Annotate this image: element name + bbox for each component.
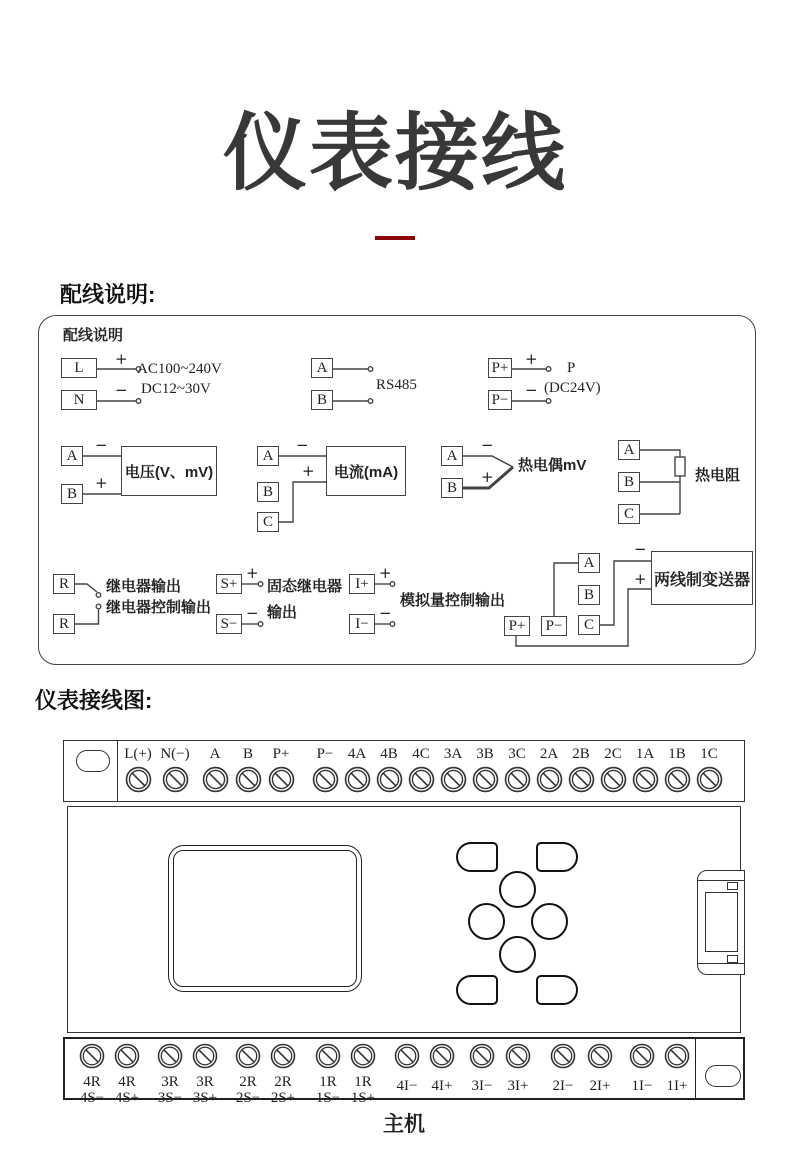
terminal-R2: R — [53, 614, 75, 634]
terminal-label: 1R — [319, 1074, 337, 1090]
screw-terminal-icon — [696, 766, 723, 793]
terminal-A-thermocouple: A — [441, 446, 463, 466]
terminal-L: L — [61, 358, 97, 378]
terminal-label: 3R — [161, 1074, 179, 1090]
bottom-terminal — [260, 1041, 306, 1106]
terminal-label: B — [242, 746, 253, 762]
terminal-sublabel: 4S+ — [114, 1090, 140, 1106]
rtd-wires — [640, 450, 685, 514]
terminal-sublabel: 4S− — [79, 1090, 105, 1106]
wiring-notes-heading: 配线说明: — [60, 282, 156, 307]
analog-out-label: 模拟量控制输出 — [400, 592, 506, 609]
screw-terminal-icon — [270, 1043, 296, 1069]
function-key-bottom-right[interactable] — [536, 975, 578, 1005]
terminal-P-plus-transmitter: P+ — [504, 616, 530, 636]
screw-terminal-icon — [114, 1043, 140, 1069]
minus-sign: − — [525, 381, 538, 399]
screw-terminal-icon — [568, 766, 595, 793]
screw-terminal-icon — [344, 766, 371, 793]
screw-terminal-icon — [505, 1043, 531, 1069]
terminal-sublabel: 3S+ — [192, 1090, 218, 1106]
terminal-I-plus: I+ — [349, 574, 375, 594]
bottom-terminal — [104, 1041, 150, 1106]
nav-key-left[interactable] — [468, 903, 505, 940]
plus-sign: + — [481, 468, 494, 486]
terminal-B-voltage: B — [61, 484, 83, 504]
screw-terminal-icon — [440, 766, 467, 793]
terminal-S-plus: S+ — [216, 574, 242, 594]
mainframe-label: 主机 — [383, 1112, 425, 1136]
bottom-terminal — [496, 1041, 540, 1094]
screw-terminal-icon — [504, 766, 531, 793]
nav-key-right[interactable] — [531, 903, 568, 940]
terminal-S-minus: S− — [216, 614, 242, 634]
terminal-label: 1R — [354, 1074, 372, 1090]
wiring-diagram-heading: 仪表接线图: — [35, 688, 153, 713]
screw-terminal-icon — [202, 766, 229, 793]
terminal-label: 4I− — [396, 1078, 418, 1094]
screw-terminal-icon — [312, 766, 339, 793]
power-range-line2: DC12~30V — [141, 381, 211, 397]
terminal-sublabel: 3S− — [157, 1090, 183, 1106]
terminal-label: 3B — [476, 746, 494, 762]
terminal-label: 3C — [508, 746, 526, 762]
screw-terminal-icon — [162, 766, 189, 793]
terminal-A-rtd: A — [618, 440, 640, 460]
screw-terminal-icon — [469, 1043, 495, 1069]
screw-terminal-icon — [235, 1043, 261, 1069]
terminal-R1: R — [53, 574, 75, 594]
screw-terminal-icon — [125, 766, 152, 793]
connector-top-line — [697, 880, 745, 881]
terminal-label: 4R — [83, 1074, 101, 1090]
screw-terminal-icon — [536, 766, 563, 793]
plus-sign: + — [115, 350, 128, 368]
plus-sign: + — [525, 350, 538, 368]
screw-terminal-icon — [192, 1043, 218, 1069]
screw-terminal-icon — [600, 766, 627, 793]
screw-terminal-icon — [79, 1043, 105, 1069]
terminal-label: 4I+ — [431, 1078, 453, 1094]
terminal-label: 4A — [347, 746, 367, 762]
screw-terminal-icon — [629, 1043, 655, 1069]
function-key-top-right[interactable] — [536, 842, 578, 872]
terminal-P-plus: P+ — [488, 358, 512, 378]
top-terminal — [261, 744, 301, 798]
terminal-P-minus: P− — [488, 390, 512, 410]
screw-terminal-icon — [664, 766, 691, 793]
screw-terminal-icon — [472, 766, 499, 793]
terminal-P-minus-transmitter: P− — [541, 616, 567, 636]
ssr-label-line2: 输出 — [267, 604, 298, 621]
screw-terminal-icon — [550, 1043, 576, 1069]
minus-sign: − — [296, 436, 309, 454]
terminal-C-rtd: C — [618, 504, 640, 524]
terminal-label: 3I+ — [507, 1078, 529, 1094]
instrument-panel — [63, 740, 745, 1106]
bottom-terminal — [182, 1041, 228, 1106]
screw-terminal-icon — [394, 1043, 420, 1069]
terminal-label: 1A — [635, 746, 655, 762]
screw-terminal-icon — [587, 1043, 613, 1069]
terminal-sublabel: 2S+ — [270, 1090, 296, 1106]
aux-power-line2: (DC24V) — [544, 380, 601, 396]
terminal-label: N(−) — [160, 746, 190, 762]
terminal-B-current: B — [257, 482, 279, 502]
mounting-hole-top-left — [76, 750, 110, 772]
bottom-terminal — [655, 1041, 699, 1094]
terminal-label: 2R — [239, 1074, 257, 1090]
terminal-label: P+ — [272, 746, 290, 762]
screw-terminal-icon — [408, 766, 435, 793]
current-device-box: 电流(mA) — [326, 446, 406, 496]
terminal-B-thermocouple: B — [441, 478, 463, 498]
terminal-label: 3I− — [471, 1078, 493, 1094]
terminal-sublabel: 2S− — [235, 1090, 261, 1106]
plus-sign: + — [246, 564, 259, 582]
terminal-C-current: C — [257, 512, 279, 532]
minus-sign: − — [634, 540, 647, 558]
terminal-I-minus: I− — [349, 614, 375, 634]
terminal-sublabel: 1S+ — [350, 1090, 376, 1106]
screw-terminal-icon — [157, 1043, 183, 1069]
terminal-A-transmitter: A — [578, 553, 600, 573]
terminal-label: 3A — [443, 746, 463, 762]
bottom-terminal — [578, 1041, 622, 1094]
relay-wires — [75, 584, 101, 624]
function-key-top-left[interactable] — [456, 842, 498, 872]
terminal-A-voltage: A — [61, 446, 83, 466]
terminal-label: 4C — [412, 746, 430, 762]
screw-terminal-icon — [664, 1043, 690, 1069]
power-range-line1: AC100~240V — [137, 361, 222, 377]
rs485-label: RS485 — [376, 377, 417, 393]
bottom-terminal — [340, 1041, 386, 1106]
rtd-label: 热电阻 — [695, 467, 741, 484]
terminal-label: 1B — [668, 746, 686, 762]
terminal-B-rtd: B — [618, 472, 640, 492]
terminal-label: 1I− — [631, 1078, 653, 1094]
screw-terminal-icon — [315, 1043, 341, 1069]
connector-notch-top — [727, 882, 738, 890]
terminal-C-transmitter: C — [578, 615, 600, 635]
terminal-label: 2C — [604, 746, 622, 762]
terminal-A-rs485: A — [311, 358, 333, 378]
connector-notch-bottom — [727, 955, 738, 963]
wiring-box-label: 配线说明 — [63, 327, 124, 344]
terminal-B-rs485: B — [311, 390, 333, 410]
transmitter-device-box: 两线制变送器 — [651, 551, 753, 605]
relay-label-line2: 继电器控制输出 — [106, 599, 212, 616]
ssr-label-line1: 固态继电器 — [267, 578, 343, 595]
page-title: 仪表接线 — [222, 106, 567, 200]
terminal-sublabel: 1S− — [315, 1090, 341, 1106]
thermocouple-label: 热电偶mV — [518, 457, 587, 474]
title-divider — [375, 236, 415, 240]
rs485-wires — [333, 367, 373, 404]
terminal-label: 4B — [380, 746, 398, 762]
minus-sign: − — [379, 604, 392, 622]
terminal-B-transmitter: B — [578, 585, 600, 605]
screw-terminal-icon — [350, 1043, 376, 1069]
minus-sign: − — [95, 436, 108, 454]
terminal-label: 2B — [572, 746, 590, 762]
function-key-bottom-left[interactable] — [456, 975, 498, 1005]
top-terminal — [118, 744, 158, 798]
lcd-display-inner — [173, 850, 357, 987]
nav-key-down[interactable] — [499, 936, 536, 973]
terminal-label: 2I+ — [589, 1078, 611, 1094]
terminal-label: 2A — [539, 746, 559, 762]
terminal-label: 2I− — [552, 1078, 574, 1094]
top-terminal — [155, 744, 195, 798]
bottom-terminal — [420, 1041, 464, 1094]
screw-terminal-icon — [235, 766, 262, 793]
plus-sign: + — [95, 474, 108, 492]
terminal-label: L(+) — [124, 746, 152, 762]
connector-bottom-line — [697, 963, 745, 964]
voltage-device-box: 电压(V、mV) — [121, 446, 217, 496]
terminal-label: 4R — [118, 1074, 136, 1090]
lcd-display — [168, 845, 362, 992]
screw-terminal-icon — [268, 766, 295, 793]
terminal-label: 2R — [274, 1074, 292, 1090]
connector-slot — [705, 892, 738, 952]
nav-key-up[interactable] — [499, 871, 536, 908]
terminal-label: 1I+ — [666, 1078, 688, 1094]
terminal-label: P− — [316, 746, 334, 762]
plus-sign: + — [634, 570, 647, 588]
wiring-notes-box — [38, 315, 756, 665]
minus-sign: − — [246, 604, 259, 622]
minus-sign: − — [481, 436, 494, 454]
screw-terminal-icon — [429, 1043, 455, 1069]
aux-power-line1: P — [567, 360, 576, 376]
terminal-A-current: A — [257, 446, 279, 466]
minus-sign: − — [115, 381, 128, 399]
relay-label-line1: 继电器输出 — [106, 578, 182, 595]
screw-terminal-icon — [376, 766, 403, 793]
plus-sign: + — [379, 564, 392, 582]
screw-terminal-icon — [632, 766, 659, 793]
terminal-label: 3R — [196, 1074, 214, 1090]
terminal-N: N — [61, 390, 97, 410]
resistor-symbol — [675, 457, 685, 476]
terminal-label: 1C — [700, 746, 718, 762]
top-terminal — [689, 744, 729, 798]
plus-sign: + — [302, 462, 315, 480]
mounting-hole-bottom-right — [705, 1065, 741, 1087]
terminal-label: A — [209, 746, 221, 762]
